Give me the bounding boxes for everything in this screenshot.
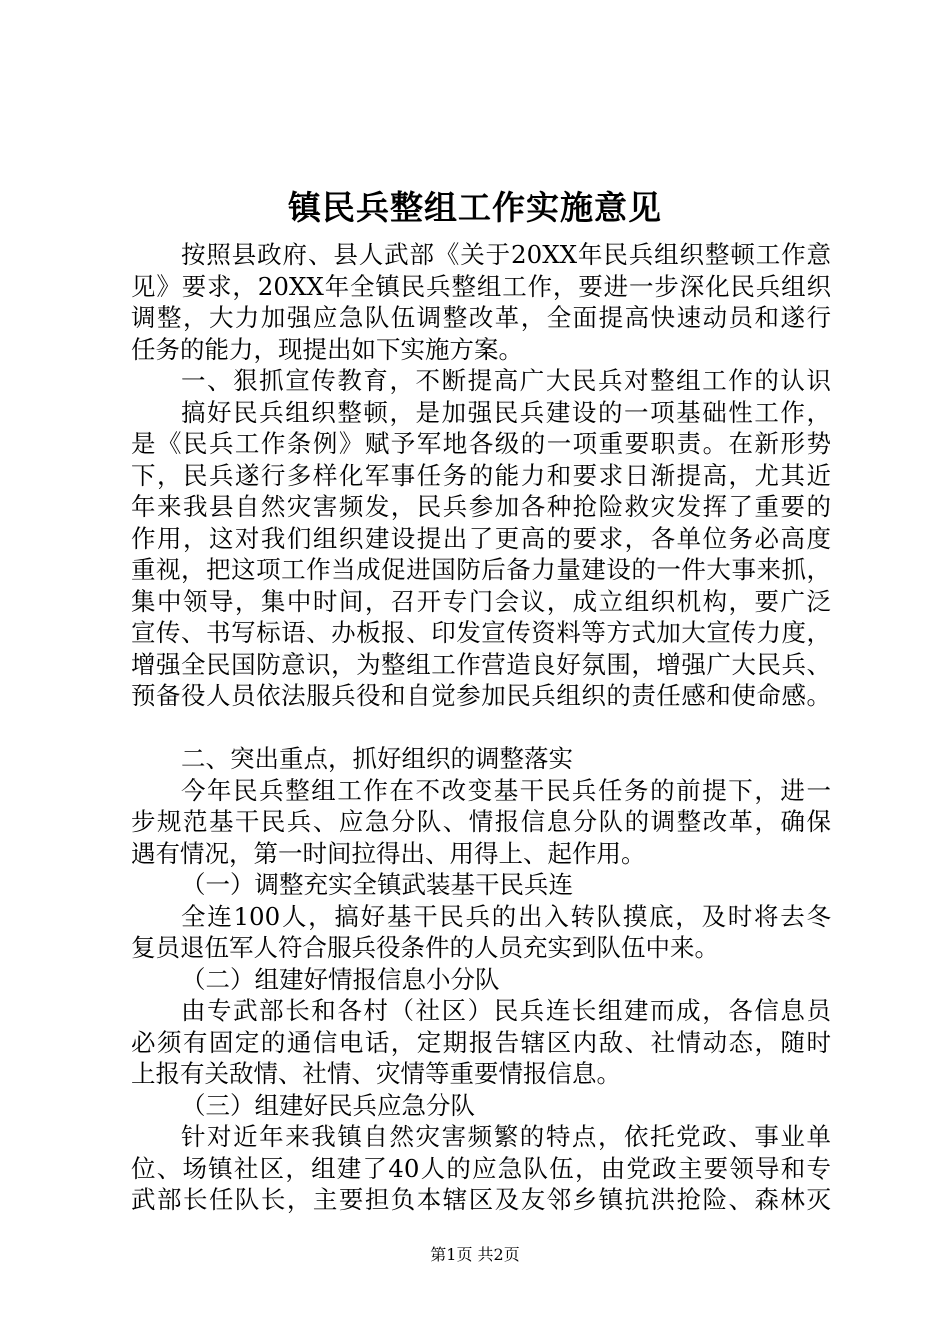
subsection-heading: （二）组建好情报信息小分队 [181,964,500,994]
text-line: 武部长任队长，主要担负本辖区及友邻乡镇抗洪抢险、森林灭 [131,1185,831,1214]
text-line: 下，民兵遂行多样化军事任务的能力和要求日渐提高，尤其近 [131,460,831,490]
text-line: 必须有固定的通信电话，定期报告辖区内敌、社情动态，随时 [131,1027,831,1057]
text-line: 任务的能力，现提出如下实施方案。 [131,334,523,364]
section-heading: 一、狠抓宣传教育，不断提高广大民兵对整组工作的认识 [181,366,831,395]
text-line: 今年民兵整组工作在不改变基干民兵任务的前提下，进一 [181,775,831,805]
page-number-footer: 第1页 共2页 [430,1245,520,1264]
text-line: 宣传、书写标语、办板报、印发宣传资料等方式加大宣传力度， [131,618,831,647]
text-line: 由专武部长和各村（社区）民兵连长组建而成，各信息员 [181,996,831,1025]
text-line: 按照县政府、县人武部《关于20XX年民兵组织整顿工作意 [181,240,831,269]
text-line: 是《民兵工作条例》赋予军地各级的一项重要职责。在新形势 [131,429,831,458]
text-line: 上报有关敌情、社情、灾情等重要情报信息。 [131,1059,621,1088]
subsection-heading: （三）组建好民兵应急分队 [181,1090,475,1120]
text-line: 作用，这对我们组织建设提出了更高的要求，各单位务必高度 [131,523,831,553]
text-line: 见》要求，20XX年全镇民兵整组工作，要进一步深化民兵组织 [131,271,831,301]
text-line: 调整，大力加强应急队伍调整改革，全面提高快速动员和遂行 [131,303,831,332]
text-line: 预备役人员依法服兵役和自觉参加民兵组织的责任感和使命感。 [131,681,831,710]
subsection-heading: （一）调整充实全镇武装基干民兵连 [181,870,573,899]
document-title: 镇民兵整组工作实施意见 [288,188,662,227]
text-line: 复员退伍军人符合服兵役条件的人员充实到队伍中来。 [131,933,719,962]
text-line: 遇有情况，第一时间拉得出、用得上、起作用。 [131,838,646,868]
document-body [131,239,831,1216]
text-line: 位、场镇社区，组建了40人的应急队伍，由党政主要领导和专 [131,1153,831,1183]
text-line: 针对近年来我镇自然灾害频繁的特点，依托党政、事业单 [181,1122,831,1151]
section-heading: 二、突出重点，抓好组织的调整落实 [181,744,573,773]
blank-line [131,712,831,744]
text-line: 步规范基干民兵、应急分队、情报信息分队的调整改革，确保 [131,807,831,836]
text-line: 年来我县自然灾害频发，民兵参加各种抢险救灾发挥了重要的 [131,492,831,521]
text-line: 增强全民国防意识，为整组工作营造良好氛围，增强广大民兵、 [131,649,831,679]
text-line: 重视，把这项工作当成促进国防后备力量建设的一件大事来抓， [131,555,831,584]
text-line: 搞好民兵组织整顿，是加强民兵建设的一项基础性工作， [181,397,831,427]
text-line: 全连100人，搞好基干民兵的出入转队摸底，及时将去冬 [181,901,831,931]
text-line: 集中领导，集中时间，召开专门会议，成立组织机构，要广泛 [131,586,831,616]
